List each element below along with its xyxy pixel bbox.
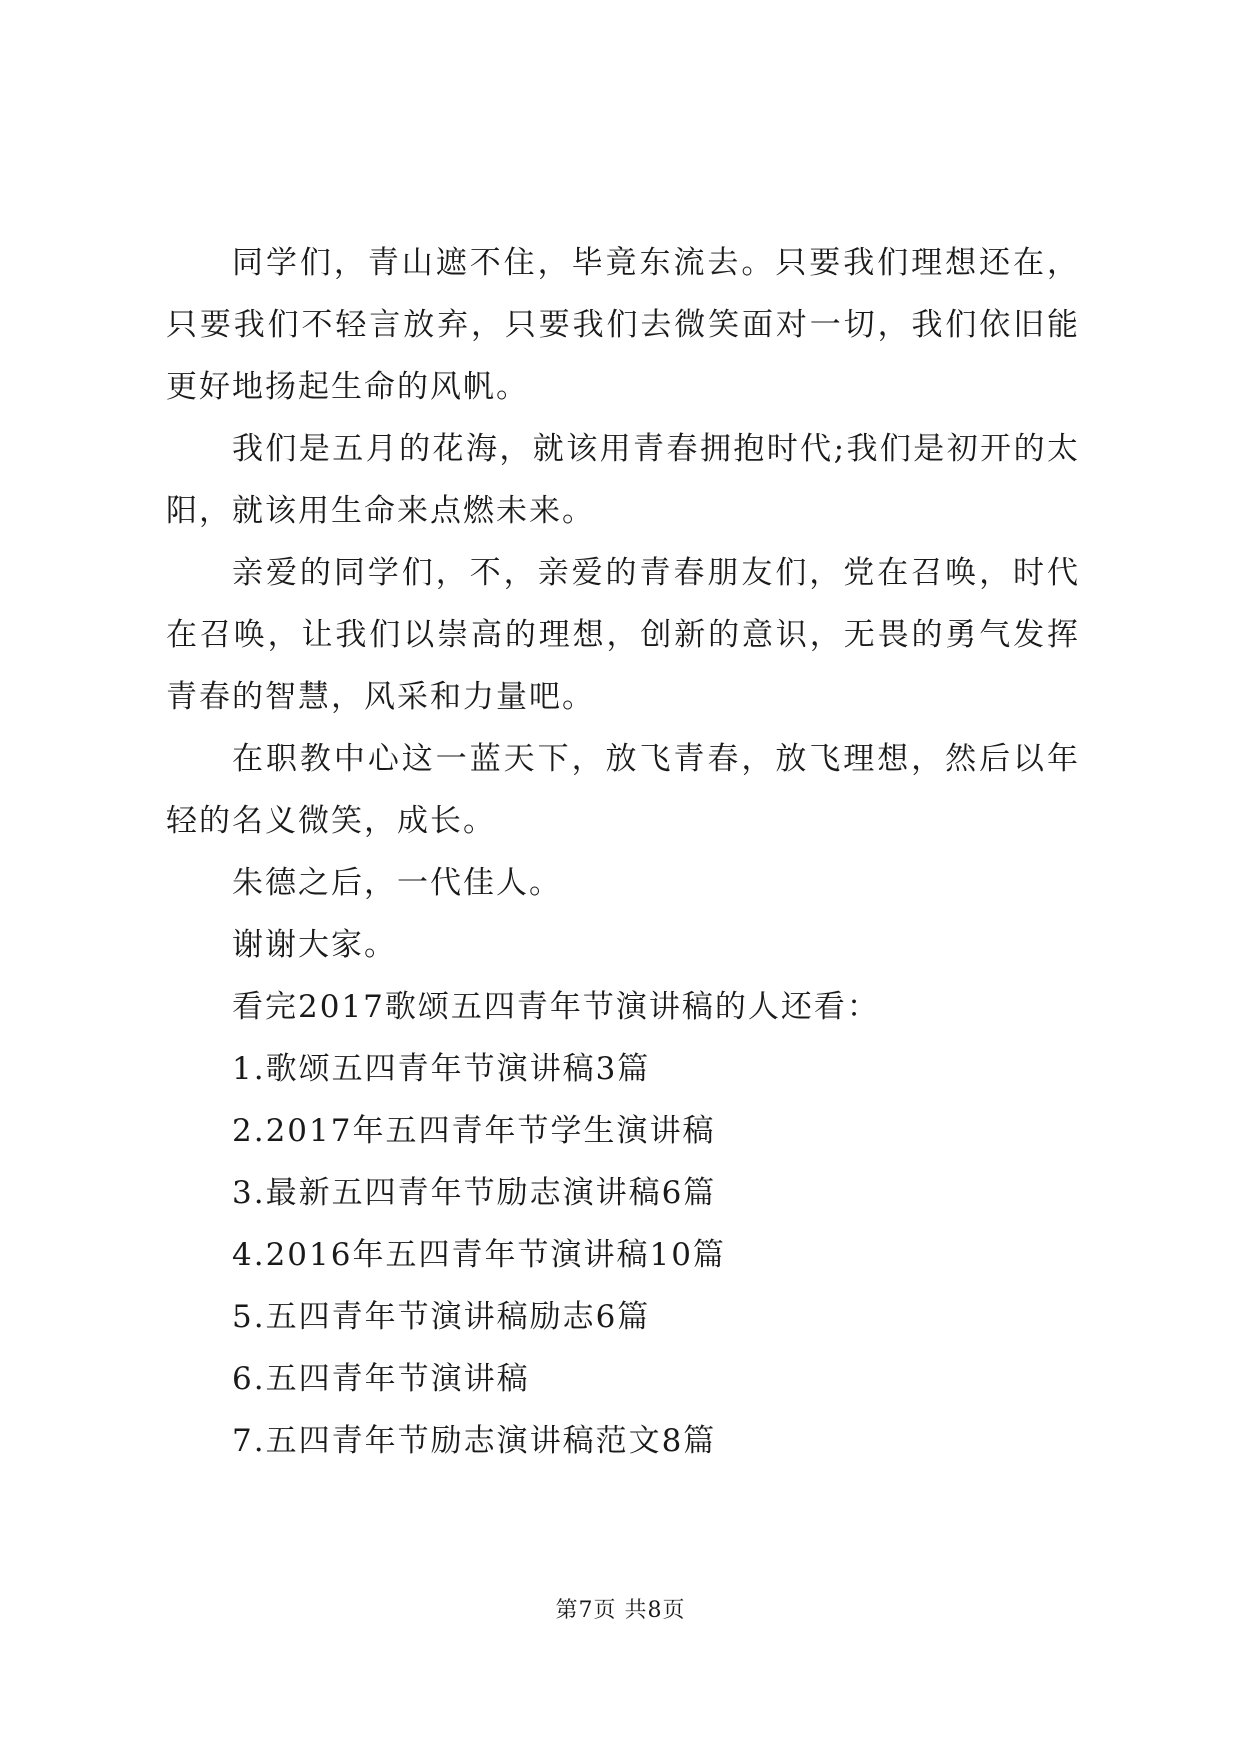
related-article-link[interactable]: 1.歌颂五四青年节演讲稿3篇 bbox=[232, 1051, 651, 1087]
related-heading: 看完2017歌颂五四青年节演讲稿的人还看： bbox=[232, 989, 880, 1025]
paragraph-3: 亲爱的同学们，不，亲爱的青春朋友们，党在召唤，时代在召唤，让我们以崇高的理想，创新的意识，无畏的勇气发挥青春的智慧，风采和力量吧。 bbox=[166, 555, 1080, 715]
related-article-link[interactable]: 4.2016年五四青年节演讲稿10篇 bbox=[232, 1237, 726, 1273]
paragraph-4: 在职教中心这一蓝天下，放飞青春，放飞理想，然后以年轻的名义微笑，成长。 bbox=[166, 741, 1080, 839]
document-body bbox=[166, 232, 1080, 1472]
paragraph-5: 朱德之后，一代佳人。 bbox=[232, 865, 562, 901]
related-article-link[interactable]: 7.五四青年节励志演讲稿范文8篇 bbox=[232, 1423, 717, 1459]
paragraph-1: 同学们，青山遮不住，毕竟东流去。只要我们理想还在，只要我们不轻言放弃，只要我们去微笑面对一切，我们依旧能更好地扬起生命的风帆。 bbox=[166, 245, 1080, 405]
related-articles-list bbox=[166, 1038, 1080, 1472]
paragraph-2: 我们是五月的花海，就该用青春拥抱时代;我们是初开的太阳，就该用生命来点燃未来。 bbox=[166, 431, 1080, 529]
related-article-link[interactable]: 2.2017年五四青年节学生演讲稿 bbox=[232, 1113, 716, 1149]
page-number-footer: 第7页 共8页 bbox=[555, 1598, 686, 1623]
related-article-link[interactable]: 5.五四青年节演讲稿励志6篇 bbox=[232, 1299, 651, 1335]
paragraph-6: 谢谢大家。 bbox=[232, 927, 397, 963]
related-article-link[interactable]: 3.最新五四青年节励志演讲稿6篇 bbox=[232, 1175, 717, 1211]
related-article-link[interactable]: 6.五四青年节演讲稿 bbox=[232, 1361, 530, 1397]
